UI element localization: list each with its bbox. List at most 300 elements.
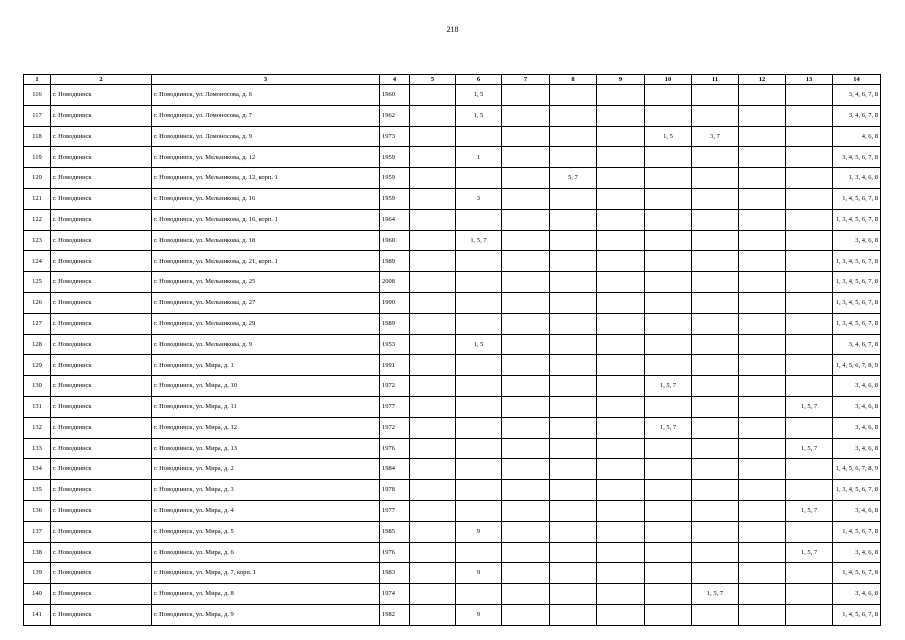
table-cell-col-2: г. Новодвинск — [51, 105, 152, 126]
table-cell-col-12 — [739, 292, 786, 313]
table-cell-col-8 — [550, 230, 597, 251]
table-cell-col-5 — [410, 126, 456, 147]
table-cell-col-6: 9 — [456, 521, 502, 542]
table-row — [24, 209, 881, 230]
table-cell-col-9 — [597, 480, 645, 501]
table-cell-col-5 — [410, 105, 456, 126]
table-row — [24, 563, 881, 584]
table-cell-col-13: 1, 5, 7 — [786, 542, 833, 563]
table-cell-col-11 — [692, 417, 739, 438]
table-cell-col-8 — [550, 313, 597, 334]
table-cell-col-8 — [550, 85, 597, 106]
table-cell-col-11 — [692, 521, 739, 542]
column-header-5: 5 — [410, 75, 456, 85]
table-cell-col-13 — [786, 584, 833, 605]
table-cell-col-4: 1978 — [380, 480, 410, 501]
table-cell-col-4: 1960 — [380, 230, 410, 251]
table-cell-col-3: г. Новодвинск, ул. Мельникова, д. 9 — [152, 334, 380, 355]
table-cell-col-14: 3, 4, 6, 8 — [833, 376, 881, 397]
table-cell-col-13 — [786, 417, 833, 438]
table-cell-col-6: 1, 5 — [456, 105, 502, 126]
table-cell-col-5 — [410, 292, 456, 313]
table-cell-col-5 — [410, 459, 456, 480]
table-cell-col-9 — [597, 188, 645, 209]
table-cell-col-6 — [456, 542, 502, 563]
table-cell-col-6 — [456, 438, 502, 459]
table-cell-col-14: 3, 4, 6, 8 — [833, 417, 881, 438]
table-cell-col-10 — [645, 168, 692, 189]
table-cell-col-11 — [692, 230, 739, 251]
table-cell-col-11 — [692, 480, 739, 501]
table-row — [24, 542, 881, 563]
table-cell-col-7 — [502, 147, 550, 168]
table-cell-col-2: г. Новодвинск — [51, 584, 152, 605]
table-cell-col-8 — [550, 563, 597, 584]
table-row — [24, 584, 881, 605]
table-cell-col-12 — [739, 563, 786, 584]
table-cell-col-14: 1, 3, 4, 5, 6, 7, 8 — [833, 292, 881, 313]
table-cell-col-8 — [550, 604, 597, 625]
table-cell-col-7 — [502, 542, 550, 563]
table-cell-col-13 — [786, 480, 833, 501]
table-cell-col-7 — [502, 459, 550, 480]
table-cell-col-12 — [739, 417, 786, 438]
table-cell-col-2: г. Новодвинск — [51, 168, 152, 189]
table-cell-col-10 — [645, 85, 692, 106]
table-cell-col-14: 1, 4, 5, 6, 7, 8 — [833, 604, 881, 625]
table-row — [24, 500, 881, 521]
table-cell-col-8 — [550, 126, 597, 147]
table-cell-col-1: 129 — [24, 355, 51, 376]
table-cell-col-13: 1, 5, 7 — [786, 438, 833, 459]
table-cell-col-4: 1985 — [380, 521, 410, 542]
table-cell-col-8 — [550, 334, 597, 355]
table-cell-col-11 — [692, 355, 739, 376]
table-cell-col-1: 141 — [24, 604, 51, 625]
table-cell-col-14: 3, 4, 6, 7, 8 — [833, 105, 881, 126]
table-cell-col-12 — [739, 604, 786, 625]
table-cell-col-12 — [739, 168, 786, 189]
table-cell-col-10 — [645, 292, 692, 313]
table-cell-col-2: г. Новодвинск — [51, 334, 152, 355]
table-cell-col-3: г. Новодвинск, ул. Мельникова, д. 29 — [152, 313, 380, 334]
table-row — [24, 85, 881, 106]
table-cell-col-5 — [410, 417, 456, 438]
table-cell-col-13 — [786, 105, 833, 126]
table-row — [24, 313, 881, 334]
table-cell-col-11 — [692, 251, 739, 272]
table-cell-col-5 — [410, 334, 456, 355]
table-cell-col-13 — [786, 313, 833, 334]
table-cell-col-6: 1, 5 — [456, 85, 502, 106]
table-cell-col-3: г. Новодвинск, ул. Мира, д. 11 — [152, 396, 380, 417]
column-header-14: 14 — [833, 75, 881, 85]
table-cell-col-2: г. Новодвинск — [51, 417, 152, 438]
table-cell-col-4: 1973 — [380, 126, 410, 147]
table-cell-col-1: 131 — [24, 396, 51, 417]
table-cell-col-14: 1, 3, 4, 5, 6, 7, 8 — [833, 209, 881, 230]
table-cell-col-2: г. Новодвинск — [51, 438, 152, 459]
table-cell-col-13 — [786, 292, 833, 313]
table-cell-col-3: г. Новодвинск, ул. Мира, д. 1 — [152, 355, 380, 376]
table-cell-col-1: 133 — [24, 438, 51, 459]
table-cell-col-13 — [786, 272, 833, 293]
table-cell-col-11 — [692, 542, 739, 563]
table-cell-col-14: 1, 3, 4, 5, 6, 7, 8 — [833, 251, 881, 272]
table-cell-col-6 — [456, 396, 502, 417]
table-cell-col-6 — [456, 584, 502, 605]
table-cell-col-5 — [410, 355, 456, 376]
table-cell-col-10 — [645, 459, 692, 480]
column-header-9: 9 — [597, 75, 645, 85]
table-cell-col-1: 117 — [24, 105, 51, 126]
table-cell-col-4: 1984 — [380, 459, 410, 480]
table-cell-col-12 — [739, 209, 786, 230]
table-cell-col-11 — [692, 272, 739, 293]
table-cell-col-11 — [692, 500, 739, 521]
table-cell-col-1: 128 — [24, 334, 51, 355]
table-cell-col-3: г. Новодвинск, ул. Мельникова, д. 16 — [152, 188, 380, 209]
table-cell-col-7 — [502, 417, 550, 438]
table-cell-col-13 — [786, 459, 833, 480]
table-cell-col-10 — [645, 584, 692, 605]
table-cell-col-4: 1960 — [380, 85, 410, 106]
table-cell-col-4: 1972 — [380, 376, 410, 397]
table-cell-col-10 — [645, 438, 692, 459]
table-cell-col-7 — [502, 209, 550, 230]
table-cell-col-3: г. Новодвинск, ул. Мира, д. 5 — [152, 521, 380, 542]
table-cell-col-13 — [786, 147, 833, 168]
table-cell-col-12 — [739, 313, 786, 334]
table-cell-col-1: 139 — [24, 563, 51, 584]
table-cell-col-2: г. Новодвинск — [51, 188, 152, 209]
table-cell-col-8 — [550, 417, 597, 438]
table-cell-col-3: г. Новодвинск, ул. Мира, д. 7, корп. 1 — [152, 563, 380, 584]
table-cell-col-14: 1, 4, 5, 6, 7, 8 — [833, 521, 881, 542]
table-cell-col-7 — [502, 272, 550, 293]
table-cell-col-13 — [786, 563, 833, 584]
table-cell-col-9 — [597, 85, 645, 106]
table-row — [24, 230, 881, 251]
table-cell-col-8 — [550, 584, 597, 605]
table-cell-col-8 — [550, 188, 597, 209]
table-cell-col-1: 118 — [24, 126, 51, 147]
table-cell-col-12 — [739, 334, 786, 355]
table-cell-col-7 — [502, 396, 550, 417]
column-header-7: 7 — [502, 75, 550, 85]
table-cell-col-12 — [739, 251, 786, 272]
table-cell-col-3: г. Новодвинск, ул. Мельникова, д. 18 — [152, 230, 380, 251]
table-cell-col-9 — [597, 376, 645, 397]
table-cell-col-5 — [410, 563, 456, 584]
table-cell-col-8: 5, 7 — [550, 168, 597, 189]
table-cell-col-11 — [692, 396, 739, 417]
table-cell-col-9 — [597, 147, 645, 168]
table-cell-col-12 — [739, 230, 786, 251]
table-cell-col-6: 1, 5 — [456, 334, 502, 355]
table-cell-col-13: 1, 5, 7 — [786, 500, 833, 521]
table-cell-col-14: 3, 4, 6, 8 — [833, 438, 881, 459]
table-cell-col-11: 3, 7 — [692, 126, 739, 147]
table-row — [24, 438, 881, 459]
table-cell-col-4: 1974 — [380, 584, 410, 605]
table-cell-col-13 — [786, 188, 833, 209]
table-cell-col-1: 132 — [24, 417, 51, 438]
table-cell-col-9 — [597, 272, 645, 293]
table-cell-col-11 — [692, 438, 739, 459]
table-cell-col-5 — [410, 521, 456, 542]
table-cell-col-10 — [645, 542, 692, 563]
table-cell-col-1: 116 — [24, 85, 51, 106]
table-cell-col-2: г. Новодвинск — [51, 521, 152, 542]
table-row — [24, 126, 881, 147]
table-cell-col-4: 1977 — [380, 396, 410, 417]
table-cell-col-10 — [645, 272, 692, 293]
table-cell-col-12 — [739, 355, 786, 376]
table-cell-col-9 — [597, 126, 645, 147]
table-cell-col-9 — [597, 355, 645, 376]
table-cell-col-6: 9 — [456, 563, 502, 584]
table-cell-col-6 — [456, 168, 502, 189]
table-cell-col-14: 3, 4, 5, 6, 7, 8 — [833, 147, 881, 168]
table-cell-col-14: 1, 3, 4, 5, 6, 7, 8 — [833, 480, 881, 501]
table-cell-col-4: 2008 — [380, 272, 410, 293]
table-cell-col-10 — [645, 500, 692, 521]
table-cell-col-10 — [645, 563, 692, 584]
table-cell-col-4: 1989 — [380, 313, 410, 334]
table-cell-col-2: г. Новодвинск — [51, 85, 152, 106]
table-cell-col-13: 1, 5, 7 — [786, 396, 833, 417]
table-cell-col-12 — [739, 85, 786, 106]
table-cell-col-5 — [410, 251, 456, 272]
table-cell-col-1: 120 — [24, 168, 51, 189]
table-cell-col-1: 121 — [24, 188, 51, 209]
table-cell-col-9 — [597, 313, 645, 334]
table-cell-col-5 — [410, 168, 456, 189]
table-cell-col-13 — [786, 209, 833, 230]
table-cell-col-1: 136 — [24, 500, 51, 521]
table-cell-col-4: 1976 — [380, 438, 410, 459]
table-cell-col-5 — [410, 584, 456, 605]
table-cell-col-7 — [502, 126, 550, 147]
table-cell-col-11 — [692, 147, 739, 168]
table-cell-col-4: 1953 — [380, 334, 410, 355]
table-cell-col-2: г. Новодвинск — [51, 313, 152, 334]
table-cell-col-12 — [739, 542, 786, 563]
table-cell-col-10: 1, 5, 7 — [645, 417, 692, 438]
table-cell-col-10 — [645, 105, 692, 126]
table-cell-col-14: 1, 4, 5, 6, 7, 8 — [833, 563, 881, 584]
table-cell-col-7 — [502, 85, 550, 106]
table-cell-col-1: 124 — [24, 251, 51, 272]
table-cell-col-7 — [502, 251, 550, 272]
table-cell-col-14: 3, 4, 6, 8 — [833, 542, 881, 563]
table-cell-col-7 — [502, 230, 550, 251]
table-cell-col-5 — [410, 542, 456, 563]
table-cell-col-4: 1991 — [380, 355, 410, 376]
table-row — [24, 334, 881, 355]
table-cell-col-6 — [456, 292, 502, 313]
table-cell-col-1: 130 — [24, 376, 51, 397]
table-cell-col-13 — [786, 85, 833, 106]
table-cell-col-3: г. Новодвинск, ул. Мира, д. 8 — [152, 584, 380, 605]
table-cell-col-1: 127 — [24, 313, 51, 334]
table-cell-col-2: г. Новодвинск — [51, 459, 152, 480]
table-cell-col-3: г. Новодвинск, ул. Мира, д. 10 — [152, 376, 380, 397]
table-cell-col-1: 126 — [24, 292, 51, 313]
table-cell-col-1: 140 — [24, 584, 51, 605]
table-cell-col-6 — [456, 500, 502, 521]
table-cell-col-7 — [502, 438, 550, 459]
table-cell-col-7 — [502, 480, 550, 501]
table-cell-col-5 — [410, 438, 456, 459]
table-cell-col-5 — [410, 604, 456, 625]
table-row — [24, 168, 881, 189]
table-cell-col-9 — [597, 209, 645, 230]
table-cell-col-13 — [786, 376, 833, 397]
table-cell-col-12 — [739, 500, 786, 521]
table-cell-col-7 — [502, 188, 550, 209]
table-cell-col-12 — [739, 188, 786, 209]
table-cell-col-13 — [786, 521, 833, 542]
table-cell-col-2: г. Новодвинск — [51, 500, 152, 521]
table-cell-col-14: 1, 4, 5, 6, 7, 8, 9 — [833, 355, 881, 376]
table-cell-col-5 — [410, 230, 456, 251]
table-cell-col-7 — [502, 604, 550, 625]
table-cell-col-6 — [456, 272, 502, 293]
table-cell-col-5 — [410, 85, 456, 106]
table-cell-col-9 — [597, 563, 645, 584]
table-cell-col-4: 1976 — [380, 542, 410, 563]
table-cell-col-11 — [692, 209, 739, 230]
table-cell-col-2: г. Новодвинск — [51, 563, 152, 584]
table-cell-col-2: г. Новодвинск — [51, 376, 152, 397]
table-cell-col-4: 1962 — [380, 105, 410, 126]
table-cell-col-14: 3, 4, 6, 7, 8 — [833, 334, 881, 355]
table-cell-col-2: г. Новодвинск — [51, 542, 152, 563]
table-cell-col-2: г. Новодвинск — [51, 396, 152, 417]
table-cell-col-2: г. Новодвинск — [51, 355, 152, 376]
table-cell-col-10 — [645, 334, 692, 355]
table-cell-col-11 — [692, 563, 739, 584]
table-cell-col-9 — [597, 438, 645, 459]
table-cell-col-14: 1, 3, 4, 6, 8 — [833, 168, 881, 189]
table-cell-col-1: 134 — [24, 459, 51, 480]
table-cell-col-3: г. Новодвинск, ул. Ломоносова, д. 7 — [152, 105, 380, 126]
table-cell-col-9 — [597, 230, 645, 251]
table-cell-col-9 — [597, 334, 645, 355]
table-cell-col-14: 1, 3, 4, 5, 6, 7, 8 — [833, 313, 881, 334]
table-cell-col-1: 122 — [24, 209, 51, 230]
column-header-13: 13 — [786, 75, 833, 85]
table-cell-col-8 — [550, 376, 597, 397]
table-cell-col-9 — [597, 168, 645, 189]
table-cell-col-4: 1983 — [380, 563, 410, 584]
table-row — [24, 459, 881, 480]
table-cell-col-6 — [456, 313, 502, 334]
table-cell-col-8 — [550, 105, 597, 126]
table-cell-col-3: г. Новодвинск, ул. Мельникова, д. 12, корп. 1 — [152, 168, 380, 189]
table-cell-col-4: 1964 — [380, 209, 410, 230]
table-cell-col-9 — [597, 417, 645, 438]
table-cell-col-2: г. Новодвинск — [51, 480, 152, 501]
table-cell-col-10 — [645, 396, 692, 417]
table-row — [24, 521, 881, 542]
table-cell-col-4: 1959 — [380, 147, 410, 168]
table-row — [24, 272, 881, 293]
table-cell-col-8 — [550, 542, 597, 563]
table-cell-col-11 — [692, 292, 739, 313]
table-cell-col-1: 137 — [24, 521, 51, 542]
table-cell-col-10: 1, 5, 7 — [645, 376, 692, 397]
table-cell-col-7 — [502, 563, 550, 584]
table-cell-col-11 — [692, 85, 739, 106]
table-cell-col-6 — [456, 355, 502, 376]
table-cell-col-7 — [502, 500, 550, 521]
table-cell-col-10 — [645, 230, 692, 251]
table-cell-col-12 — [739, 521, 786, 542]
table-cell-col-1: 123 — [24, 230, 51, 251]
table-cell-col-4: 1989 — [380, 251, 410, 272]
table-cell-col-12 — [739, 272, 786, 293]
table-cell-col-8 — [550, 292, 597, 313]
table-cell-col-14: 3, 4, 6, 7, 8 — [833, 85, 881, 106]
table-cell-col-6 — [456, 376, 502, 397]
table-cell-col-3: г. Новодвинск, ул. Ломоносова, д. 6 — [152, 85, 380, 106]
table-row — [24, 376, 881, 397]
table-cell-col-12 — [739, 147, 786, 168]
table-cell-col-2: г. Новодвинск — [51, 230, 152, 251]
table-cell-col-8 — [550, 521, 597, 542]
table-cell-col-7 — [502, 105, 550, 126]
column-header-6: 6 — [456, 75, 502, 85]
table-cell-col-6 — [456, 417, 502, 438]
table-cell-col-14: 3, 4, 6, 8 — [833, 584, 881, 605]
table-cell-col-7 — [502, 168, 550, 189]
table-cell-col-4: 1959 — [380, 188, 410, 209]
table-cell-col-11: 1, 5, 7 — [692, 584, 739, 605]
table-cell-col-5 — [410, 376, 456, 397]
table-cell-col-5 — [410, 500, 456, 521]
table-cell-col-5 — [410, 272, 456, 293]
table-cell-col-4: 1977 — [380, 500, 410, 521]
table-cell-col-7 — [502, 521, 550, 542]
table-cell-col-6 — [456, 209, 502, 230]
table-cell-col-2: г. Новодвинск — [51, 251, 152, 272]
table-row — [24, 396, 881, 417]
table-cell-col-8 — [550, 272, 597, 293]
table-cell-col-5 — [410, 480, 456, 501]
table-cell-col-8 — [550, 355, 597, 376]
table-cell-col-3: г. Новодвинск, ул. Мира, д. 13 — [152, 438, 380, 459]
table-cell-col-5 — [410, 396, 456, 417]
table-cell-col-4: 1982 — [380, 604, 410, 625]
table-cell-col-14: 3, 4, 6, 8 — [833, 500, 881, 521]
table-cell-col-7 — [502, 376, 550, 397]
table-cell-col-11 — [692, 459, 739, 480]
table-cell-col-9 — [597, 584, 645, 605]
table-cell-col-9 — [597, 500, 645, 521]
table-row — [24, 417, 881, 438]
table-cell-col-8 — [550, 438, 597, 459]
table-cell-col-1: 138 — [24, 542, 51, 563]
table-cell-col-13 — [786, 230, 833, 251]
table-cell-col-3: г. Новодвинск, ул. Мельникова, д. 25 — [152, 272, 380, 293]
table-cell-col-2: г. Новодвинск — [51, 147, 152, 168]
table-cell-col-11 — [692, 604, 739, 625]
table-cell-col-3: г. Новодвинск, ул. Мельникова, д. 12 — [152, 147, 380, 168]
table-cell-col-11 — [692, 168, 739, 189]
